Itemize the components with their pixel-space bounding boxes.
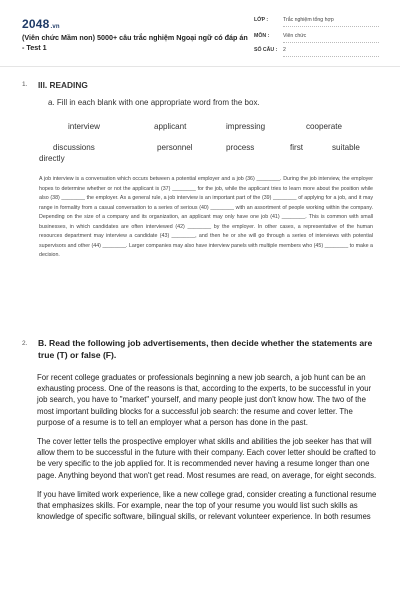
logo-main: 2048 <box>22 17 50 31</box>
question-number: 1. <box>22 81 28 88</box>
word-item: impressing <box>226 122 266 131</box>
reading-passage: A job interview is a conversation which occurs between a potential employer and a job (36) ________. During the job interview, the employer hopes to determine whether or not the applicant is (37) ________ for the job, while the applicant tries to learn more about the position while also (38) ________ the employer. As a general rule, a job interview is an important part of the (39) ________ of applying for a job, and it may range in formality from a casual conversation to a series of serious (40) ________ with an assortment of people working within the company. Depending on the size of a company and its organization, an applicant may only have one job (41) ________. This is common with small businesses, in which candidates are often interviewed (42) ________ by the employer. In other cases, a representative of the human resources department may interview a candidate (43) ________, and then he or she will go through a series of interviews with potential supervisors and other (44) ________. Larger companies may also have interview panels with multiple members who (45) ________ to make a decision. <box>39 176 373 259</box>
paragraph: The cover letter tells the prospective employer what skills and abilities the job seeker has that will allow them to be successful in the future with their company. Each cover letter should be crafted to be very specific to the job applied for. It is recommended never having a resume longer than one page. Anything beyond that won't get read. Most resumes are read, on average, for eight seconds. <box>37 437 377 480</box>
paragraph: For recent college graduates or professionals beginning a new job search, a job hunt can be an exhausting process. One of the reasons is that, according to the experts, to be successful in your job search, you have to "market" yourself, and many people just don't know how. The two of the most important building blocks for a successful job search: the resume and cover letter. The purpose of a resume is to tell an employer what a person has done in the past. <box>37 373 372 427</box>
paragraph: If you have limited work experience, like a new college grad, consider creating a functional resume that emphasizes skills. For example, near the top of your resume you would list such skills as knowledge of specific software, bilingual skills, or relevant volunteer experience. In both resumes <box>37 489 377 522</box>
meta-class-value: Trắc nghiệm tổng hợp <box>283 17 379 27</box>
section-title: III. READING <box>38 80 88 90</box>
logo-suffix: .vn <box>50 24 60 30</box>
meta-count-value: 2 <box>283 47 379 57</box>
word-item: interview <box>68 122 100 131</box>
word-item: process <box>226 143 255 152</box>
word-item: suitable <box>332 143 360 152</box>
document-title: (Viên chức Mầm non) 5000+ câu trắc nghiệm Ngoại ngữ có đáp án - Test 1 <box>22 33 248 52</box>
site-logo[interactable] <box>22 17 60 31</box>
word-item: applicant <box>154 122 187 131</box>
header-divider <box>0 66 400 67</box>
page-header <box>0 0 400 66</box>
question-number: 2. <box>22 340 28 347</box>
word-item: discussions <box>53 143 95 152</box>
word-item: cooperate <box>306 122 342 131</box>
instruction: a. Fill in each blank with one appropriate word from the box. <box>48 98 260 107</box>
reading-passage-2 <box>37 372 379 530</box>
meta-subject-label: MÔN : <box>254 33 270 39</box>
word-item: directly <box>39 154 65 163</box>
word-item: first <box>290 143 304 152</box>
meta-class-label: LỚP : <box>254 17 269 23</box>
word-item: personnel <box>157 143 193 152</box>
meta-count-label: SỐ CÂU : <box>254 47 278 53</box>
meta-subject-value: Viên chức <box>283 33 379 43</box>
question-title: B. Read the following job advertisements, then decide whether the statements are true (T) or false (F). <box>38 338 373 360</box>
